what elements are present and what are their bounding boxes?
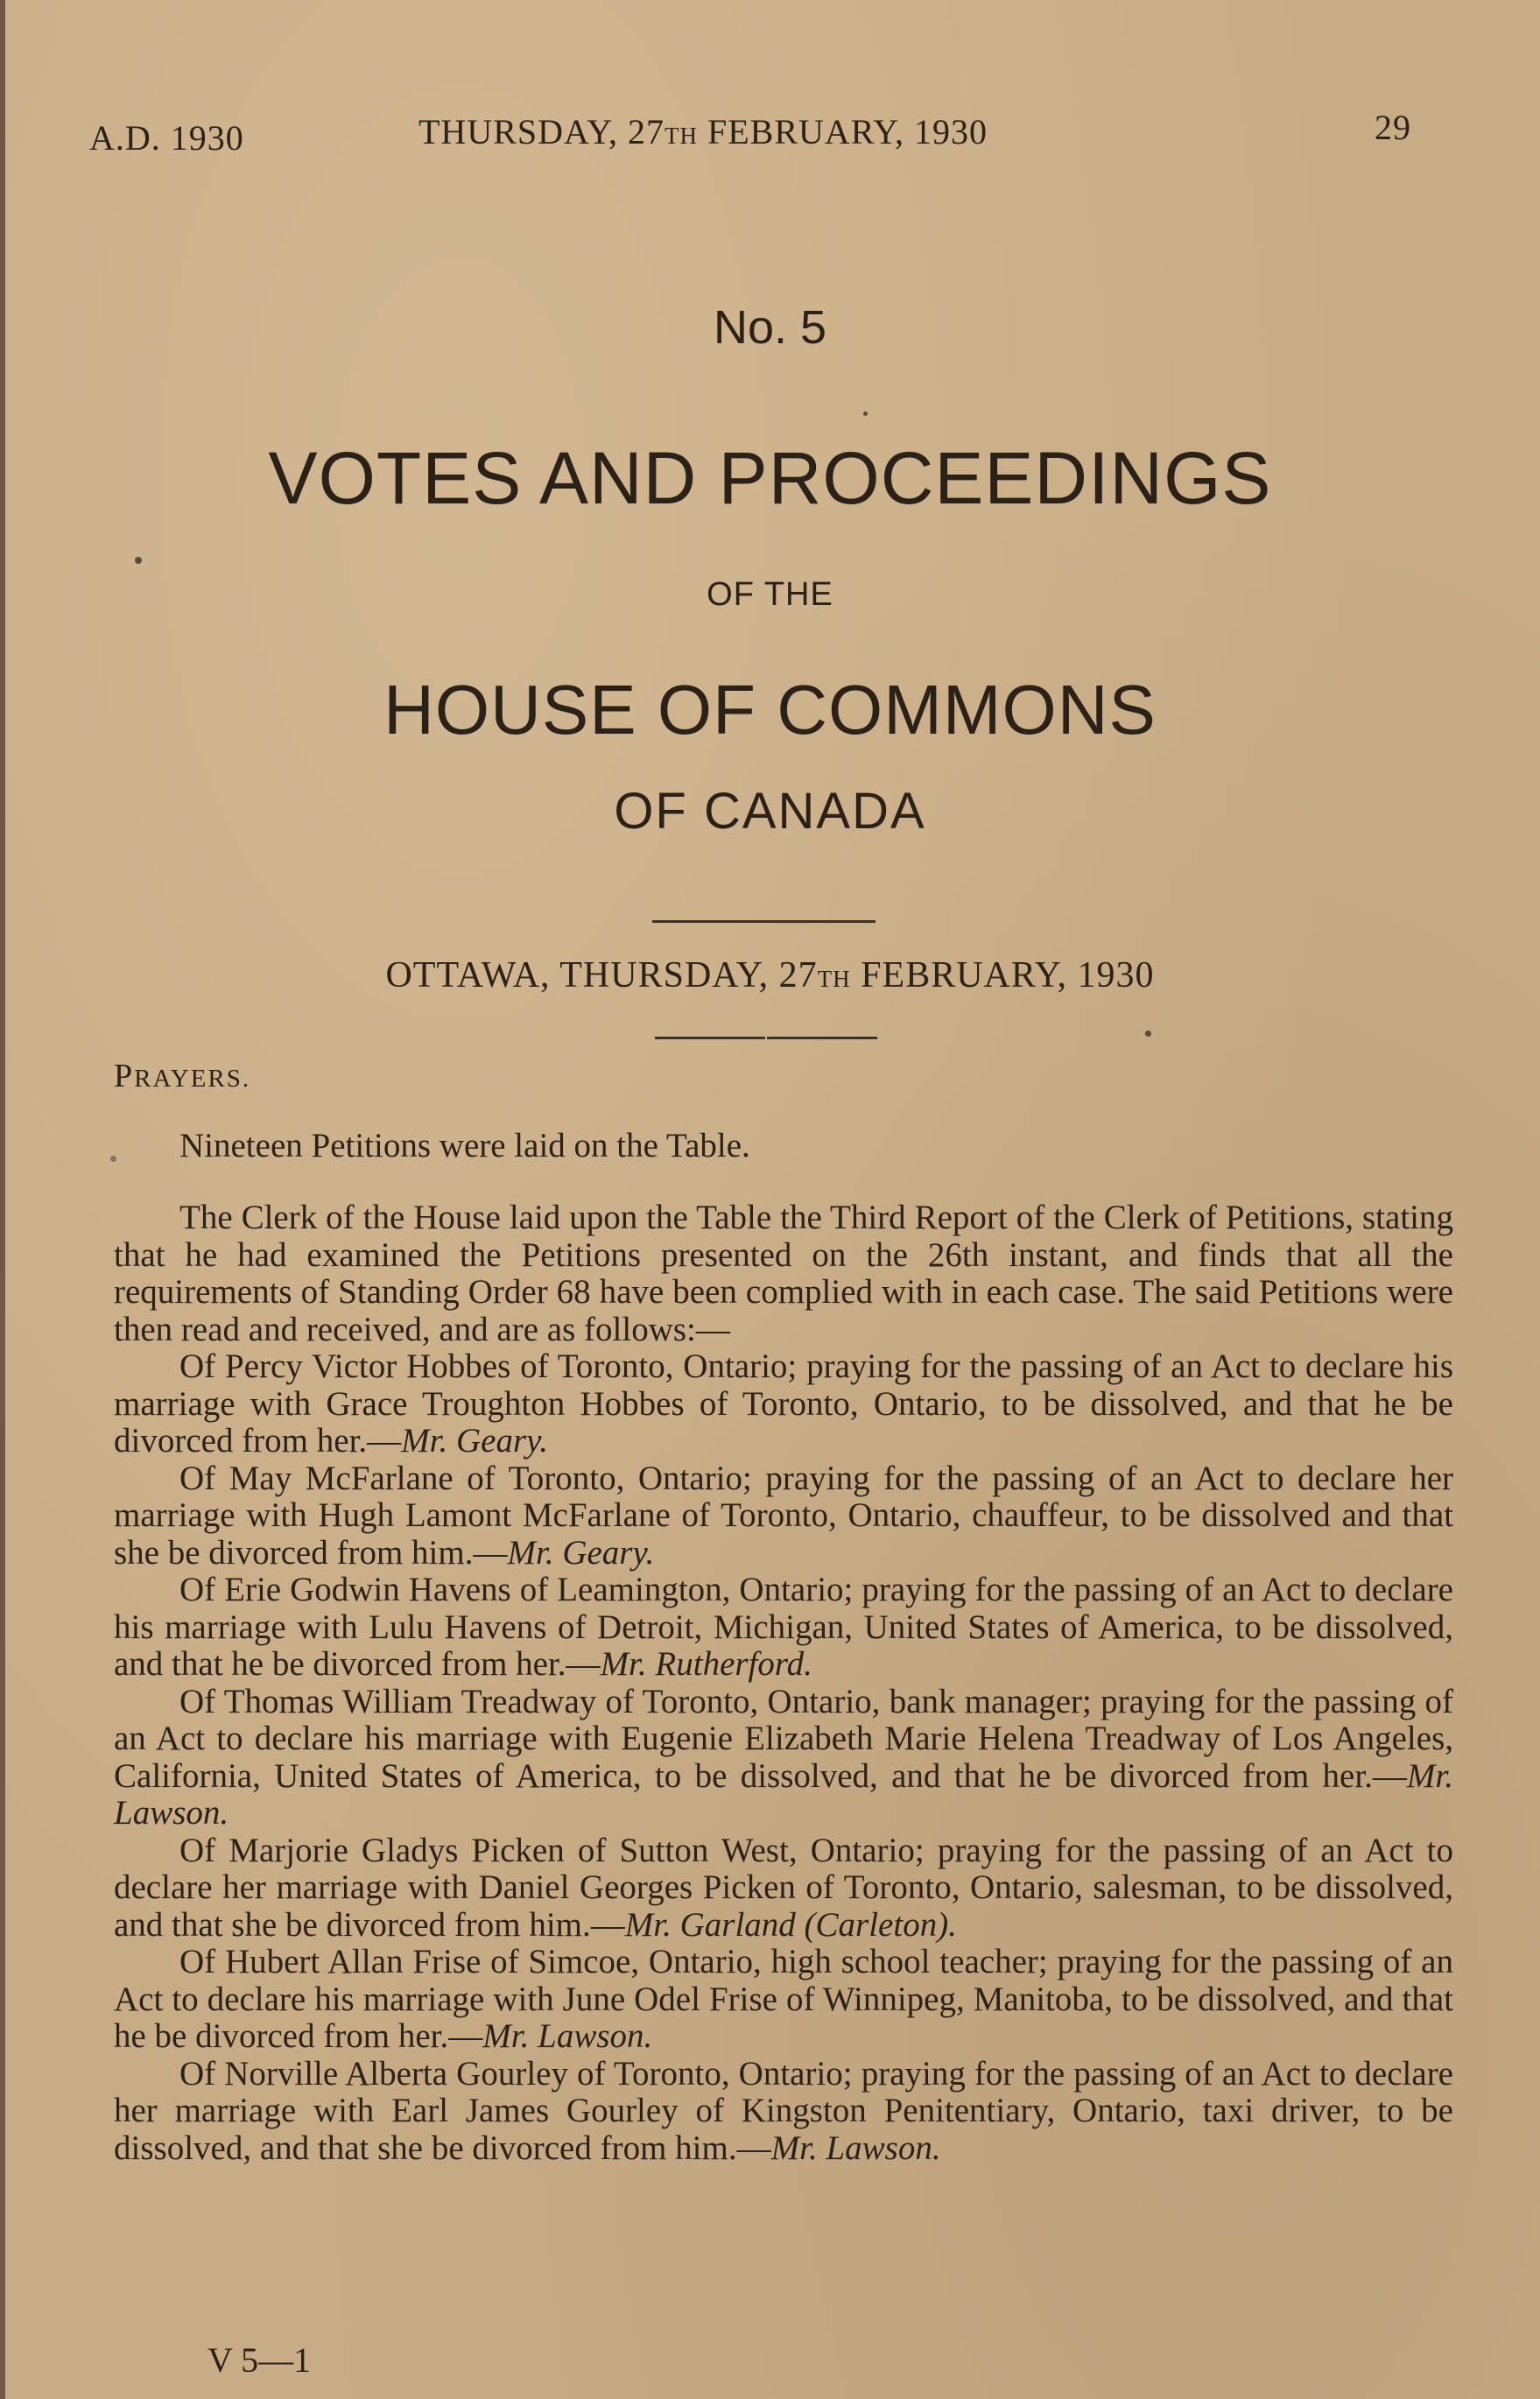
petition-member: Mr. Garland (Carleton).: [624, 1905, 957, 1944]
petitions-report: [114, 1200, 1453, 2167]
petition-paragraph: [114, 1572, 1453, 1684]
petition-text: Of Hubert Allan Frise of Simcoe, Ontario, high school teacher; praying for the passing of an Act to declare his marriage with June Odel Frise of Winnipeg, Manitoba, to be dissolved, and that he be divorced from her.—: [114, 1943, 1453, 2055]
divider-rule-right: [767, 1037, 877, 1039]
title-of-the: OF THE: [707, 576, 833, 613]
petition-text: Of Thomas William Treadway of Toronto, Ontario, bank manager; praying for the passing of an Act to declare his marriage with Eugenie Elizabeth Marie Helena Treadway of Los Angeles, California, United States of America, to be dissolved, and that he be divorced from her.—: [114, 1682, 1453, 1795]
divider-rule: [652, 920, 875, 923]
dateline-part2: FEBRUARY, 1930: [850, 955, 1155, 995]
header-date: [418, 111, 988, 152]
dateline: [0, 954, 1540, 996]
header-year: A.D. 1930: [89, 118, 244, 158]
header-date-part1: THURSDAY, 27: [418, 112, 665, 151]
prayers-initial: P: [114, 1058, 135, 1094]
title-votes-and-proceedings: VOTES AND PROCEEDINGS: [268, 437, 1272, 519]
petition-member: Mr. Lawson.: [114, 1756, 1453, 1832]
title-house-of-commons: HOUSE OF COMMONS: [383, 671, 1157, 749]
dateline-part1: OTTAWA, THURSDAY, 27: [385, 955, 818, 995]
petition-member: Mr. Lawson.: [482, 2017, 653, 2055]
petition-paragraph: [114, 1833, 1453, 1945]
petition-text: Of Norville Alberta Gourley of Toronto, Ontario; praying for the passing of an Act to declare her marriage with Earl James Gourley of Kingston Penitentiary, Ontario, taxi driver, to be dissolved, and that she be divorced from him.—: [114, 2054, 1453, 2167]
header-date-ordinal: TH: [664, 123, 698, 149]
petition-member: Mr. Geary.: [507, 1533, 655, 1572]
dateline-ordinal: TH: [817, 966, 851, 992]
paper-speck: [135, 557, 142, 564]
petition-text: Of May McFarlane of Toronto, Ontario; praying for the passing of an Act to declare her marriage with Hugh Lamont McFarlane of Toronto, Ontario, chauffeur, to be dissolved and that she be divorced from him.—: [114, 1459, 1453, 1572]
page-number: 29: [1375, 108, 1411, 147]
petition-paragraph: [114, 1460, 1453, 1572]
petition-member: Mr. Rutherford.: [600, 1645, 812, 1683]
title-of-canada: OF CANADA: [614, 783, 926, 840]
prayers-rest: RAYERS.: [134, 1065, 251, 1093]
petition-paragraph: [114, 1684, 1453, 1833]
issue-number: No. 5: [713, 301, 827, 354]
petition-text: Of Erie Godwin Havens of Leamington, Ontario; praying for the passing of an Act to declare his marriage with Lulu Havens of Detroit, Michigan, United States of America, to be dissolved, and that he be divorced from her.—: [114, 1571, 1453, 1683]
header-date-part2: FEBRUARY, 1930: [697, 112, 988, 151]
petition-text: Of Percy Victor Hobbes of Toronto, Ontario; praying for the passing of an Act to declare his marriage with Grace Troughton Hobbes of Toronto, Ontario, to be dissolved, and that he be divorced from her.—: [114, 1347, 1453, 1460]
petitions-laid-paragraph: Nineteen Petitions were laid on the Table.: [179, 1127, 750, 1164]
petition-member: Mr. Lawson.: [770, 2128, 941, 2167]
running-header: [0, 107, 1540, 159]
petition-member: Mr. Geary.: [401, 1422, 549, 1460]
petition-paragraph: [114, 2056, 1453, 2168]
petition-text: Of Marjorie Gladys Picken of Sutton West, Ontario; praying for the passing of an Act to declare her marriage with Daniel Georges Picken of Toronto, Ontario, salesman, to be dissolved, and that she be divorced from him.—: [114, 1831, 1453, 1944]
clerk-report-paragraph: The Clerk of the House laid upon the Table the Third Report of the Clerk of Petitions, stating that he had examined the Petitions presented on the 26th instant, and finds that all the requirements of Standing Order 68 have been complied with in each case. The said Petitions were then read and received, and are as follows:—: [114, 1199, 1453, 1348]
prayers-heading: [114, 1058, 1453, 1098]
divider-rule-left: [655, 1037, 765, 1039]
signature-mark: V 5—1: [207, 2340, 312, 2380]
petition-paragraph: [114, 1348, 1453, 1460]
page-spine-edge: [0, 0, 5, 2399]
paper-speck: [110, 1156, 116, 1162]
paper-speck: [1145, 1031, 1151, 1037]
paper-speck: [863, 412, 868, 416]
petition-paragraph: [114, 1944, 1453, 2056]
